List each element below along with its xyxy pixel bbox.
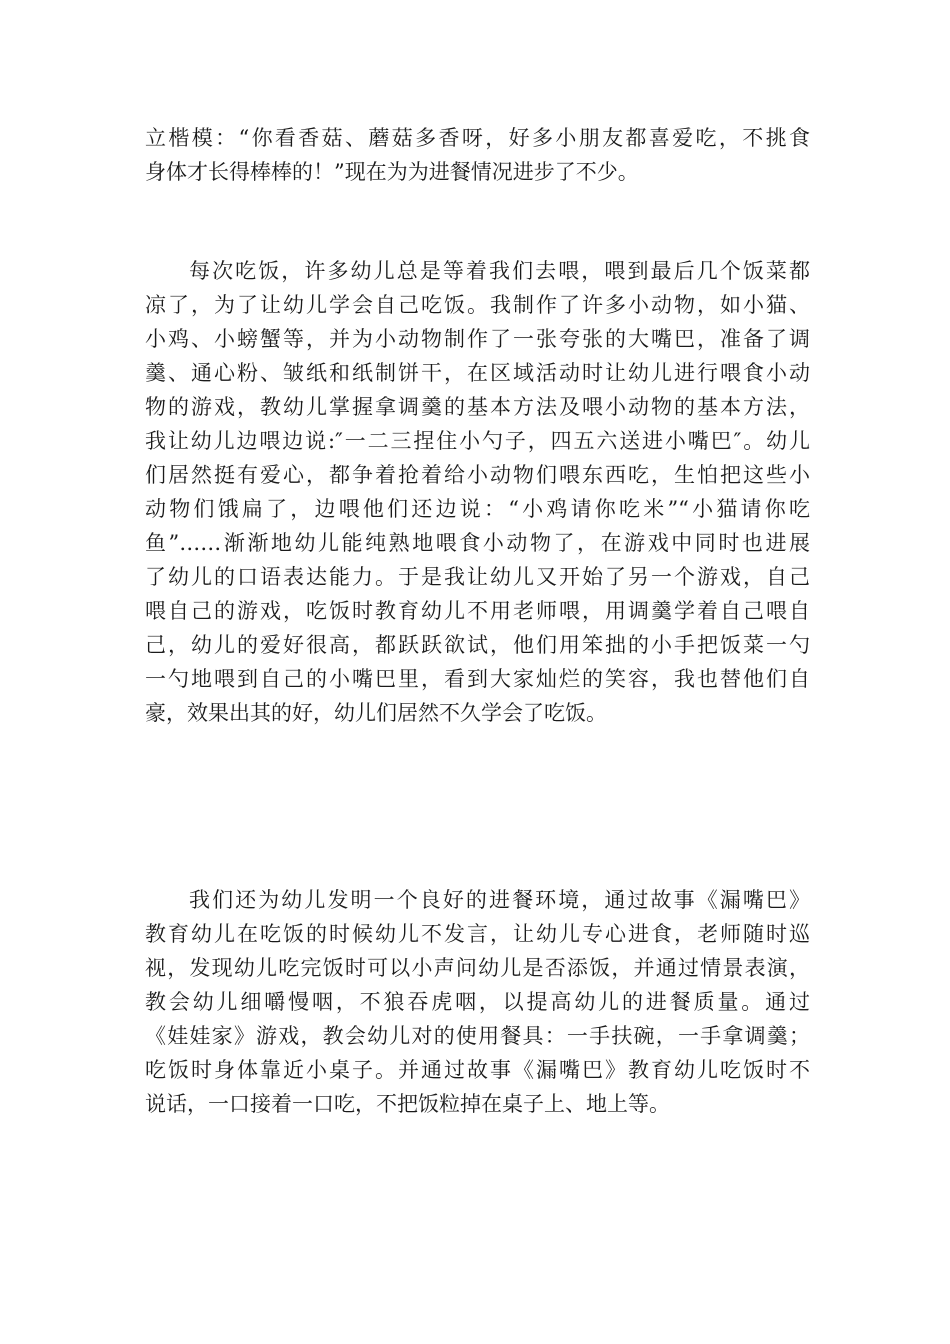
text-line: 己，幼儿的爱好很高，都跃跃欲试，他们用笨拙的小手把饭菜一勺 [145, 633, 810, 657]
text-line: 了幼儿的口语表达能力。于是我让幼儿又开始了另一个游戏，自己 [145, 565, 810, 589]
text-line: 鱼”……渐渐地幼儿能纯熟地喂食小动物了，在游戏中同时也进展 [145, 531, 810, 555]
text-line: 一勺地喂到自己的小嘴巴里，看到大家灿烂的笑容，我也替他们自 [145, 667, 810, 691]
text-line: 物的游戏，教幼儿掌握拿调羹的基本方法及喂小动物的基本方法， [145, 395, 810, 419]
paragraph-1 [145, 121, 810, 189]
text-line: 小鸡、小螃蟹等，并为小动物制作了一张夸张的大嘴巴，准备了调 [145, 327, 810, 351]
text-line: 身体才长得棒棒的！”现在为为进餐情况进步了不少。 [145, 160, 639, 184]
text-line: 说话，一口接着一口吃，不把饭粒掉在桌子上、地上等。 [145, 1092, 670, 1116]
text-line: 羹、通心粉、皱纸和纸制饼干，在区域活动时让幼儿进行喂食小动 [145, 361, 810, 385]
text-line: 凉了，为了让幼儿学会自己吃饭。我制作了许多小动物，如小猫、 [145, 293, 810, 317]
text-line: 我让幼儿边喂边说:″一二三捏住小勺子，四五六送进小嘴巴″。幼儿 [145, 429, 810, 453]
text-line: 吃饭时身体靠近小桌子。并通过故事《漏嘴巴》教育幼儿吃饭时不 [145, 1058, 810, 1082]
text-line: 我们还为幼儿发明一个良好的进餐环境，通过故事《漏嘴巴》 [189, 888, 810, 912]
text-line: 《娃娃家》游戏，教会幼儿对的使用餐具：一手扶碗，一手拿调羹； [145, 1024, 810, 1048]
text-line: 豪，效果出其的好，幼儿们居然不久学会了吃饭。 [145, 701, 607, 725]
paragraph-3 [145, 883, 810, 1121]
text-line: 动物们饿扁了，边喂他们还边说：“小鸡请你吃米”“小猫请你吃 [145, 497, 810, 521]
text-line: 教育幼儿在吃饭的时候幼儿不发言，让幼儿专心进食，老师随时巡 [145, 922, 810, 946]
text-line: 立楷模：“你看香菇、蘑菇多香呀，好多小朋友都喜爱吃，不挑食 [145, 126, 810, 150]
paragraph-2 [145, 254, 810, 730]
text-line: 视，发现幼儿吃完饭时可以小声问幼儿是否添饭，并通过情景表演， [145, 956, 810, 980]
text-line: 喂自己的游戏，吃饭时教育幼儿不用老师喂，用调羹学着自己喂自 [145, 599, 810, 623]
text-line: 每次吃饭，许多幼儿总是等着我们去喂，喂到最后几个饭菜都 [189, 259, 810, 283]
text-line: 们居然挺有爱心，都争着抢着给小动物们喂东西吃，生怕把这些小 [145, 463, 810, 487]
text-line: 教会幼儿细嚼慢咽，不狼吞虎咽，以提高幼儿的进餐质量。通过 [145, 990, 810, 1014]
